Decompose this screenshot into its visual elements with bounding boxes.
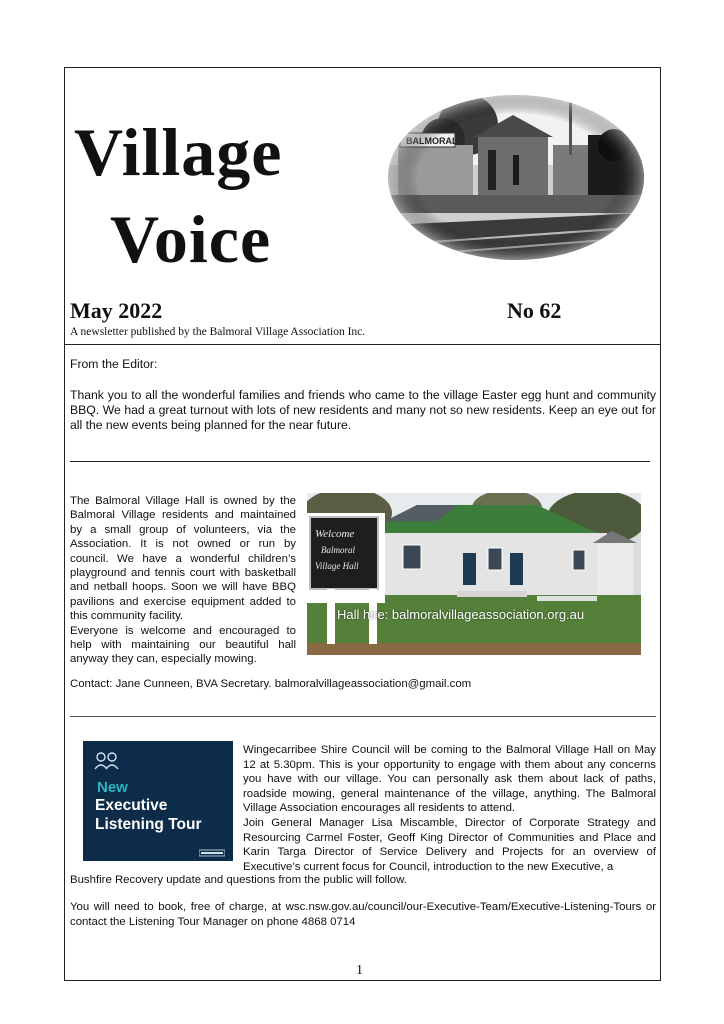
village-hall-photo <box>307 493 641 655</box>
hall-contact: Contact: Jane Cunneen, BVA Secretary. balmoralvillageassociation@gmail.com <box>70 678 472 690</box>
page-number: 1 <box>356 963 363 978</box>
hall-sign-line2: Balmoral <box>321 545 356 555</box>
people-icon <box>93 749 121 778</box>
header-divider <box>64 344 661 345</box>
railway-station-photo <box>388 95 644 260</box>
hall-hire-caption: Hall hire: balmoralvillageassociation.org.au <box>337 607 585 622</box>
hall-sign-line1: Welcome <box>315 528 355 540</box>
tour-badge-new: New <box>97 779 128 796</box>
masthead-title-line1: Village <box>74 114 283 190</box>
hall-article <box>70 494 296 667</box>
newsletter-tagline: A newsletter published by the Balmoral Village Association Inc. <box>70 326 366 338</box>
hall-description: The Balmoral Village Hall is owned by the Balmoral Village residents and maintained by a small group of volunteers, via the Association. It is not owned or run by council. We have a wonderful children’s playground and tennis court with basketball and netball hoops. Soon we will have BBQ pavilions and exercise equipment added to this community facility. <box>70 495 296 623</box>
listening-tour-badge <box>83 741 233 861</box>
tour-badge-line2: Executive <box>95 797 168 814</box>
section-divider-2 <box>70 716 656 717</box>
council-visit-article <box>243 743 656 874</box>
council-visit-intro: Wingecarribee Shire Council will be coming to the Balmoral Village Hall on May 12 at 5.30pm. This is your opportunity to engage with them about any concerns you have with our village. You can personally ask them about lack of paths, roadside mowing, general maintenance of the village, anything. The Balmoral Village Association encourages all residents to attend. <box>243 744 656 815</box>
issue-number: No 62 <box>507 298 562 323</box>
tour-badge-line3: Listening Tour <box>95 816 202 833</box>
council-visit-details: Join General Manager Lisa Miscamble, Director of Corporate Strategy and Resourcing Carmel Foster, Geoff King Director of Communities and Place and Karin Targa Director of Service Delivery and Projects for an overview of Executive’s current focus for Council, introduction to the new Executive, a <box>243 816 656 873</box>
editor-message: Thank you to all the wonderful families and friends who came to the village Easter egg hunt and community BBQ. We had a great turnout with lots of new residents and many not so new residents. Keep an eye out for all the new events being planned for the near future. <box>70 388 656 432</box>
masthead-title-line2: Voice <box>110 201 272 277</box>
hall-sign-line3: Village Hall <box>315 561 359 571</box>
council-logo-icon <box>199 845 225 863</box>
hall-welcome: Everyone is welcome and encouraged to help with maintaining our beautiful hall anyway they can, especially mowing. <box>70 624 296 666</box>
section-divider <box>70 461 650 462</box>
editor-heading: From the Editor: <box>70 357 158 371</box>
council-visit-details-cont: Bushfire Recovery update and questions from the public will follow. <box>70 874 407 886</box>
issue-date: May 2022 <box>70 298 163 323</box>
booking-info: You will need to book, free of charge, at wsc.nsw.gov.au/council/our-Executive-Team/Executive-Listening-Tours or contact the Listening Tour Manager on phone 4868 0714 <box>70 901 656 928</box>
